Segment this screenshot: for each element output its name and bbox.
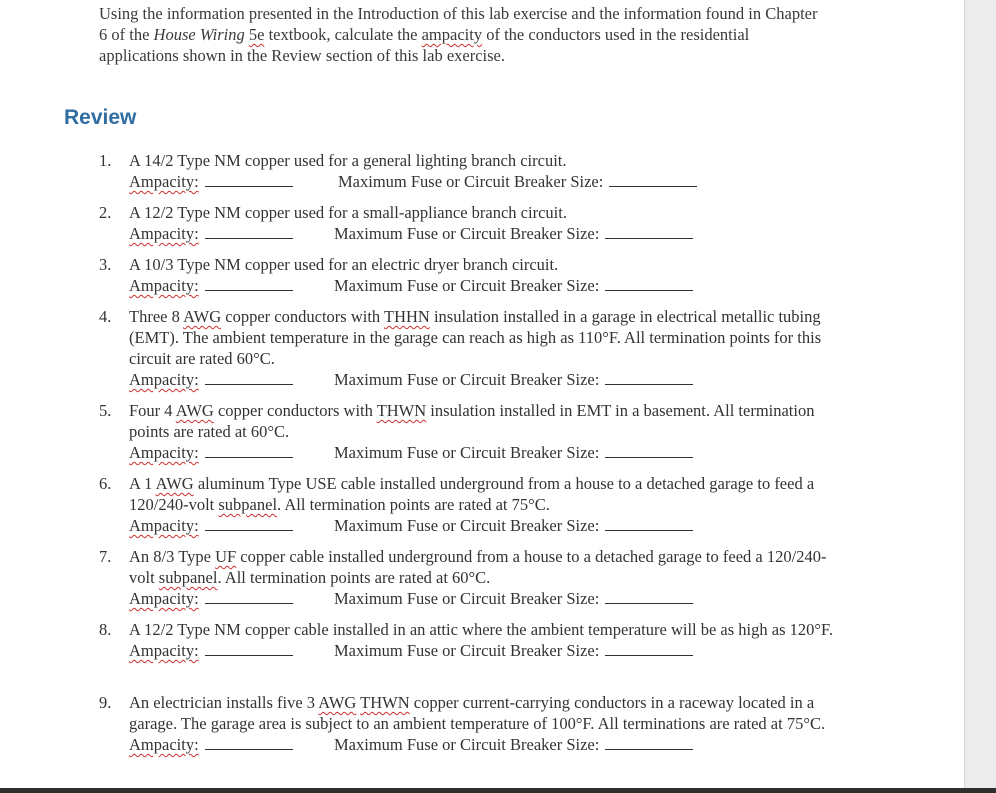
ampacity-blank[interactable] [205,237,293,239]
answer-line [129,640,844,661]
question-2 [99,202,844,244]
answer-line [129,442,844,463]
question-text: Three 8 AWG copper conductors with THHN insulation installed in a garage in electrical metallic tubing (EMT). The ambient temperature in the garage can reach as high as 110°F. All termination points for this circuit are rated 60°C. [129,307,822,368]
fuse-blank[interactable] [605,237,693,239]
question-7 [99,546,844,609]
question-text: Four 4 AWG copper conductors with THWN insulation installed in EMT in a basement. All termination points are rated at 60°C. [129,401,815,441]
fuse-label: Maximum Fuse or Circuit Breaker Size: [334,641,600,660]
question-text: An electrician installs five 3 AWG THWN copper current-carrying conductors in a raceway located in a garage. The garage area is subject to an ambient temperature of 100°F. All terminations are rated at 75°C. [129,693,826,733]
ampacity-label: Ampacity: [129,641,199,660]
edition-text: 5e [248,25,265,44]
question-6 [99,473,844,536]
ampacity-label: Ampacity: [129,443,199,462]
question-number: 2. [99,203,112,222]
fuse-blank[interactable] [605,748,693,750]
intro-paragraph [99,3,819,66]
ampacity-label: Ampacity: [129,276,199,295]
answer-line [129,515,844,536]
question-text: A 10/3 Type NM copper used for an electric dryer branch circuit. [129,255,559,274]
question-number: 1. [99,151,112,170]
question-text: A 12/2 Type NM copper used for a small-appliance branch circuit. [129,203,567,222]
fuse-label: Maximum Fuse or Circuit Breaker Size: [334,370,600,389]
ampacity-label: Ampacity: [129,224,199,243]
ampacity-blank[interactable] [205,456,293,458]
question-text: A 12/2 Type NM copper cable installed in an attic where the ambient temperature will be as high as 120°F. [129,620,833,639]
fuse-blank[interactable] [605,654,693,656]
ampacity-label: Ampacity: [129,516,199,535]
question-number: 3. [99,255,112,274]
question-text: An 8/3 Type UF copper cable installed underground from a house to a detached garage to feed a 120/240-volt subpanel. All termination points are rated at 60°C. [129,547,827,587]
answer-line [129,369,844,390]
fuse-blank[interactable] [605,456,693,458]
fuse-label: Maximum Fuse or Circuit Breaker Size: [334,589,600,608]
ampacity-blank[interactable] [205,529,293,531]
question-number: 6. [99,474,112,493]
question-number: 9. [99,693,112,712]
intro-text: textbook, calculate the [264,25,422,44]
answer-line [129,223,844,244]
fuse-label: Maximum Fuse or Circuit Breaker Size: [334,276,600,295]
answer-line [129,588,844,609]
viewer-gutter [964,0,996,793]
fuse-blank[interactable] [605,289,693,291]
question-number: 4. [99,307,112,326]
question-1 [99,150,844,192]
ampacity-blank[interactable] [205,654,293,656]
question-number: 7. [99,547,112,566]
ampacity-label: Ampacity: [129,172,199,191]
question-4 [99,306,844,390]
ampacity-label: Ampacity: [129,370,199,389]
answer-line [129,275,844,296]
intro-text: of the conductors used in the residential applications shown in the Review section of this lab exercise. [99,25,750,65]
ampacity-blank[interactable] [205,748,293,750]
fuse-label: Maximum Fuse or Circuit Breaker Size: [334,224,600,243]
review-heading: Review [64,106,137,129]
question-number: 5. [99,401,112,420]
fuse-label: Maximum Fuse or Circuit Breaker Size: [338,172,604,191]
ampacity-label: Ampacity: [129,589,199,608]
question-text: A 14/2 Type NM copper used for a general lighting branch circuit. [129,151,567,170]
fuse-label: Maximum Fuse or Circuit Breaker Size: [334,443,600,462]
question-5 [99,400,844,463]
ampacity-blank[interactable] [205,383,293,385]
question-number: 8. [99,620,112,639]
intro-text: Using the information presented in the Introduction of this lab exercise and the information found in Chapter 6 of the [99,4,818,44]
fuse-label: Maximum Fuse or Circuit Breaker Size: [334,516,600,535]
question-9 [99,692,844,755]
question-text: A 1 AWG aluminum Type USE cable installed underground from a house to a detached garage to feed a 120/240-volt subpanel. All termination points are rated at 75°C. [129,474,815,514]
ampacity-blank[interactable] [205,289,293,291]
book-title: House Wiring [153,25,245,44]
fuse-blank[interactable] [609,185,697,187]
ampacity-blank[interactable] [205,602,293,604]
fuse-blank[interactable] [605,383,693,385]
fuse-blank[interactable] [605,529,693,531]
answer-line [129,171,844,192]
answer-line [129,734,844,755]
ampacity-label: Ampacity: [129,735,199,754]
ampacity-word: ampacity [421,25,483,44]
fuse-blank[interactable] [605,602,693,604]
fuse-label: Maximum Fuse or Circuit Breaker Size: [334,735,600,754]
ampacity-blank[interactable] [205,185,293,187]
question-3 [99,254,844,296]
bottom-edge-bar [0,788,996,793]
question-8 [99,619,844,661]
